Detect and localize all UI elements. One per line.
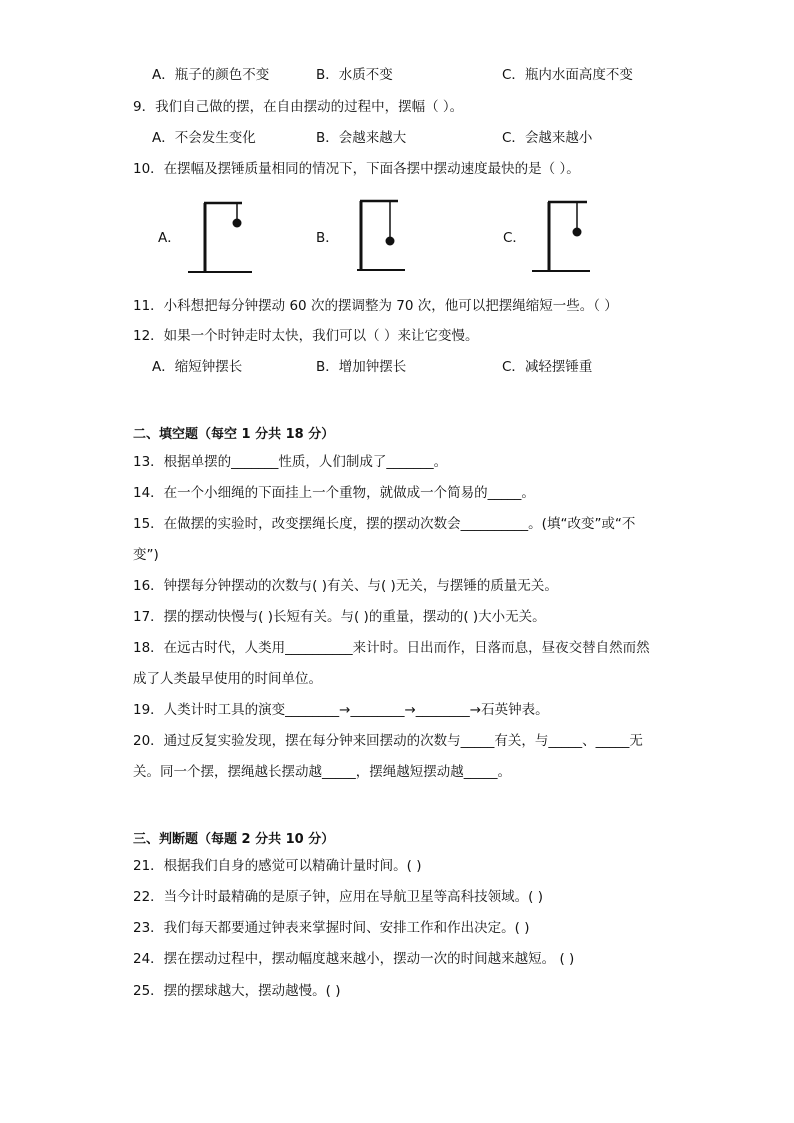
pendulum-a-figure (186, 198, 256, 274)
q9-option-c (502, 129, 592, 147)
section-2-title: 二、填空题（每空 1 分共 18 分） (133, 427, 335, 442)
option-text: 瓶内水面高度不变 (524, 67, 633, 83)
q8-option-b (316, 66, 393, 84)
option-text: 增加钟摆长 (338, 359, 407, 375)
q10-label-c: C． (503, 230, 526, 246)
q20-line-2: 关。同一个摆，摆绳越长摆动越_____，摆绳越短摆动越_____。 (133, 764, 511, 780)
option-letter: B． (316, 359, 339, 375)
q11-stem: 11．小科想把每分钟摆动 60 次的摆调整为 70 次，他可以把摆绳缩短一些。（ ） (133, 298, 618, 314)
section-3-title: 三、判断题（每题 2 分共 10 分） (133, 832, 335, 847)
option-letter: B． (316, 130, 339, 146)
option-text: 不会发生变化 (174, 130, 256, 146)
q9-stem: 9．我们自己做的摆，在自由摆动的过程中，摆幅（ ）。 (133, 99, 464, 115)
option-letter: A． (152, 130, 175, 146)
option-text: 会越来越小 (524, 130, 593, 146)
q12-option-c (502, 358, 592, 376)
q19: 19．人类计时工具的演变________→________→________→石英钟表。 (133, 702, 549, 718)
q14: 14．在一个小细绳的下面挂上一个重物，就做成一个简易的_____。 (133, 485, 535, 501)
option-text: 减轻摆锤重 (524, 359, 593, 375)
q16: 16．钟摆每分钟摆动的次数与( )有关、与( )无关，与摆锤的质量无关。 (133, 578, 558, 594)
q23: 23．我们每天都要通过钟表来掌握时间、安排工作和作出决定。( ) (133, 920, 530, 936)
q12-option-a (152, 358, 242, 376)
q8-option-a (152, 66, 269, 84)
q9-option-a (152, 129, 256, 147)
pendulum-c-figure (530, 197, 592, 274)
q10-label-a: A． (158, 230, 181, 246)
q21: 21．根据我们自身的感觉可以精确计量时间。( ) (133, 858, 422, 874)
option-text: 水质不变 (338, 67, 393, 83)
q9-option-b (316, 129, 406, 147)
q12-option-b (316, 358, 406, 376)
q22: 22．当今计时最精确的是原子钟，应用在导航卫星等高科技领域。( ) (133, 889, 544, 905)
q13: 13．根据单摆的_______性质，人们制成了_______。 (133, 454, 448, 470)
q17: 17．摆的摆动快慢与( )长短有关。与( )的重量，摆动的( )大小无关。 (133, 609, 546, 625)
q12-stem: 12．如果一个时钟走时太快，我们可以（ ）来让它变慢。 (133, 328, 479, 344)
q20-line-1: 20．通过反复实验发现，摆在每分钟来回摆动的次数与_____有关，与_____、_____无 (133, 733, 643, 749)
option-text: 会越来越大 (338, 130, 407, 146)
pendulum-b-figure (353, 196, 409, 274)
q15-line-2: 变”) (133, 547, 159, 563)
option-text: 瓶子的颜色不变 (174, 67, 270, 83)
option-letter: B． (316, 67, 339, 83)
option-letter: A． (152, 359, 175, 375)
q18-line-2: 成了人类最早使用的时间单位。 (133, 671, 322, 687)
q18-line-1: 18．在远古时代，人类用__________来计时。日出而作，日落而息，昼夜交替自然而然 (133, 640, 650, 656)
q10-stem: 10．在摆幅及摆锤质量相同的情况下，下面各摆中摆动速度最快的是（ ）。 (133, 161, 580, 177)
option-letter: C． (502, 130, 525, 146)
q25: 25．摆的摆球越大，摆动越慢。( ) (133, 983, 341, 999)
q15-line-1: 15．在做摆的实验时，改变摆绳长度，摆的摆动次数会__________。(填“改变”或“不 (133, 516, 636, 532)
q8-option-c (502, 66, 633, 84)
option-letter: A． (152, 67, 175, 83)
option-letter: C． (502, 359, 525, 375)
option-text: 缩短钟摆长 (174, 359, 243, 375)
q10-label-b: B． (316, 230, 339, 246)
q24: 24．摆在摆动过程中，摆动幅度越来越小，摆动一次的时间越来越短。 ( ) (133, 951, 575, 967)
option-letter: C． (502, 67, 525, 83)
